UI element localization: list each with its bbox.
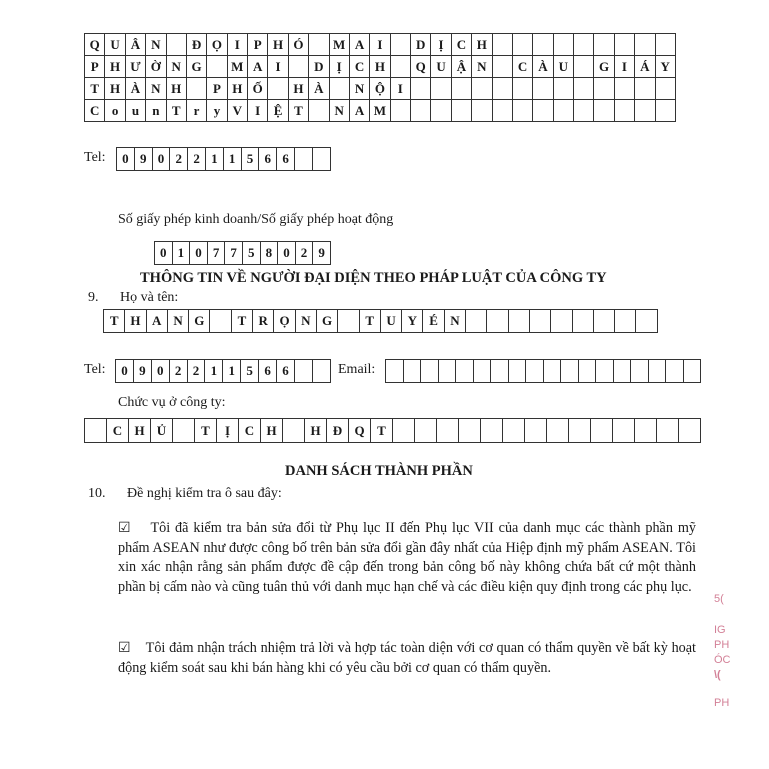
char-cell — [530, 309, 551, 333]
char-cell — [391, 56, 411, 78]
char-cell: 0 — [278, 241, 296, 265]
declaration-2 — [118, 639, 696, 678]
char-cell: M — [370, 100, 390, 122]
char-cell: C — [239, 418, 261, 443]
char-cell: N — [168, 309, 189, 333]
char-cell — [596, 359, 614, 383]
char-cell — [452, 78, 472, 100]
char-cell: I — [391, 78, 411, 100]
char-cell: H — [129, 418, 151, 443]
char-cell — [636, 309, 657, 333]
char-cell: 0 — [117, 147, 135, 171]
stamp-text: PH — [714, 639, 730, 651]
char-cell — [656, 33, 676, 56]
char-cell: H — [125, 309, 146, 333]
declaration-1 — [118, 519, 696, 597]
char-cell — [313, 359, 331, 383]
char-cell — [404, 359, 422, 383]
char-cell: A — [248, 56, 268, 78]
char-cell — [437, 418, 459, 443]
char-cell: 7 — [208, 241, 226, 265]
char-cell — [554, 33, 574, 56]
char-cell: N — [146, 33, 166, 56]
char-cell — [614, 359, 632, 383]
stamp-text: \( — [714, 669, 721, 681]
char-cell: Ọ — [274, 309, 295, 333]
char-cell: Q — [349, 418, 371, 443]
checkbox-checked-icon[interactable]: ☑ — [118, 520, 131, 536]
email-field — [385, 359, 701, 383]
char-cell: R — [253, 309, 274, 333]
char-cell — [173, 418, 195, 443]
char-cell — [635, 33, 655, 56]
company-tel-label: Tel: — [84, 150, 106, 165]
char-cell: T — [232, 309, 253, 333]
char-cell: I — [615, 56, 635, 78]
char-cell: H — [167, 78, 187, 100]
char-cell — [594, 309, 615, 333]
char-cell: A — [350, 100, 370, 122]
char-cell — [649, 359, 667, 383]
char-cell: 1 — [206, 147, 224, 171]
char-cell: Ọ — [207, 33, 227, 56]
license-number-field — [154, 241, 331, 265]
char-cell: 6 — [259, 147, 277, 171]
char-cell — [574, 33, 594, 56]
char-cell: 0 — [155, 241, 173, 265]
char-cell — [544, 359, 562, 383]
char-cell: 2 — [296, 241, 314, 265]
char-cell — [295, 147, 313, 171]
char-cell: Ó — [289, 33, 309, 56]
char-cell: 6 — [277, 147, 295, 171]
char-cell — [551, 309, 572, 333]
position-field — [84, 418, 701, 443]
char-cell: C — [107, 418, 129, 443]
email-label: Email: — [338, 362, 376, 377]
char-cell: U — [381, 309, 402, 333]
char-cell: Ậ — [452, 56, 472, 78]
char-cell: A — [350, 33, 370, 56]
char-cell — [684, 359, 702, 383]
char-cell: Ị — [330, 56, 350, 78]
char-cell — [574, 56, 594, 78]
char-cell — [591, 418, 613, 443]
char-cell: N — [167, 56, 187, 78]
char-cell: I — [370, 33, 390, 56]
char-cell — [574, 100, 594, 122]
char-cell — [594, 33, 614, 56]
char-cell — [554, 78, 574, 100]
char-cell — [309, 100, 329, 122]
char-cell: U — [554, 56, 574, 78]
char-cell: 9 — [313, 241, 331, 265]
char-cell: Ệ — [268, 100, 288, 122]
char-cell: Y — [656, 56, 676, 78]
rep-tel-field — [115, 359, 331, 383]
char-cell: H — [105, 56, 125, 78]
char-cell — [456, 359, 474, 383]
char-cell: 0 — [190, 241, 208, 265]
char-cell: D — [411, 33, 431, 56]
char-cell: P — [85, 56, 105, 78]
char-cell — [268, 78, 288, 100]
char-cell — [574, 78, 594, 100]
char-cell — [615, 100, 635, 122]
char-cell: 0 — [116, 359, 134, 383]
char-cell — [415, 418, 437, 443]
char-cell — [594, 100, 614, 122]
char-cell: À — [126, 78, 146, 100]
char-cell: Ủ — [151, 418, 173, 443]
name-field — [103, 309, 658, 333]
char-cell — [615, 309, 636, 333]
char-cell: Ị — [217, 418, 239, 443]
char-cell: u — [126, 100, 146, 122]
char-cell: Ờ — [146, 56, 166, 78]
char-cell: 1 — [205, 359, 223, 383]
char-cell: P — [207, 78, 227, 100]
char-cell — [466, 309, 487, 333]
char-cell: 1 — [223, 359, 241, 383]
char-cell — [561, 359, 579, 383]
stamp-text: PH — [714, 697, 730, 709]
position-label: Chức vụ ở công ty: — [118, 395, 226, 410]
char-cell: 2 — [170, 147, 188, 171]
char-cell: G — [594, 56, 614, 78]
char-cell — [391, 100, 411, 122]
char-cell — [635, 100, 655, 122]
char-cell: D — [309, 56, 329, 78]
char-cell — [386, 359, 404, 383]
char-cell — [210, 309, 231, 333]
char-cell — [393, 418, 415, 443]
char-cell: 5 — [241, 359, 259, 383]
char-cell — [439, 359, 457, 383]
char-cell: 0 — [152, 359, 170, 383]
char-cell: N — [330, 100, 350, 122]
char-cell — [594, 78, 614, 100]
char-cell — [503, 418, 525, 443]
char-cell: U — [431, 56, 451, 78]
license-label: Số giấy phép kinh doanh/Số giấy phép hoạt động — [118, 212, 394, 227]
char-cell: 2 — [188, 147, 206, 171]
char-cell: Đ — [327, 418, 349, 443]
char-cell: À — [309, 78, 329, 100]
section-number-10: 10. — [88, 486, 106, 501]
char-cell — [666, 359, 684, 383]
char-cell — [474, 359, 492, 383]
char-cell — [491, 359, 509, 383]
char-cell — [472, 100, 492, 122]
char-cell: P — [248, 33, 268, 56]
char-cell — [513, 33, 533, 56]
char-cell — [472, 78, 492, 100]
char-cell — [613, 418, 635, 443]
char-cell: I — [228, 33, 248, 56]
char-cell — [295, 359, 313, 383]
char-cell — [493, 33, 513, 56]
char-cell — [167, 33, 187, 56]
char-cell: 2 — [170, 359, 188, 383]
char-cell: o — [105, 100, 125, 122]
char-cell: H — [370, 56, 390, 78]
section-number-9: 9. — [88, 290, 99, 305]
char-cell: À — [533, 56, 553, 78]
char-cell: n — [146, 100, 166, 122]
char-cell: M — [228, 56, 248, 78]
char-cell: A — [147, 309, 168, 333]
address-row — [84, 56, 676, 78]
char-cell — [579, 359, 597, 383]
char-cell — [513, 78, 533, 100]
char-cell: N — [445, 309, 466, 333]
char-cell: Ố — [248, 78, 268, 100]
char-cell: H — [305, 418, 327, 443]
char-cell — [631, 359, 649, 383]
char-cell — [338, 309, 359, 333]
char-cell: 8 — [261, 241, 279, 265]
stamp-text: 5( — [714, 593, 724, 605]
char-cell — [421, 359, 439, 383]
char-cell: G — [187, 56, 207, 78]
char-cell — [85, 418, 107, 443]
char-cell: C — [85, 100, 105, 122]
char-cell — [635, 418, 657, 443]
char-cell — [431, 100, 451, 122]
char-cell — [289, 56, 309, 78]
char-cell — [481, 418, 503, 443]
char-cell — [487, 309, 508, 333]
char-cell: 1 — [173, 241, 191, 265]
char-cell — [569, 418, 591, 443]
char-cell: Ư — [126, 56, 146, 78]
char-cell — [411, 78, 431, 100]
char-cell: 2 — [188, 359, 206, 383]
char-cell — [493, 78, 513, 100]
char-cell: Â — [126, 33, 146, 56]
char-cell: Ị — [431, 33, 451, 56]
char-cell: 6 — [277, 359, 295, 383]
char-cell: r — [187, 100, 207, 122]
char-cell: 9 — [135, 147, 153, 171]
char-cell — [656, 100, 676, 122]
char-cell: V — [228, 100, 248, 122]
char-cell — [533, 33, 553, 56]
char-cell — [656, 78, 676, 100]
char-cell: Y — [402, 309, 423, 333]
char-cell — [509, 309, 530, 333]
char-cell — [635, 78, 655, 100]
char-cell: T — [104, 309, 125, 333]
char-cell: 6 — [259, 359, 277, 383]
char-cell — [283, 418, 305, 443]
char-cell: N — [146, 78, 166, 100]
char-cell — [513, 100, 533, 122]
char-cell: I — [248, 100, 268, 122]
char-cell: H — [289, 78, 309, 100]
char-cell — [547, 418, 569, 443]
char-cell — [493, 100, 513, 122]
char-cell: M — [330, 33, 350, 56]
char-cell — [615, 33, 635, 56]
char-cell: 5 — [242, 147, 260, 171]
char-cell — [533, 78, 553, 100]
char-cell: Q — [411, 56, 431, 78]
name-label: Họ và tên: — [120, 290, 179, 305]
char-cell — [207, 56, 227, 78]
char-cell — [525, 418, 547, 443]
address-row — [84, 33, 676, 56]
char-cell: H — [261, 418, 283, 443]
char-cell — [452, 100, 472, 122]
char-cell: T — [85, 78, 105, 100]
address-row — [84, 100, 676, 122]
char-cell: G — [317, 309, 338, 333]
char-cell: Ộ — [370, 78, 390, 100]
char-cell — [526, 359, 544, 383]
char-cell — [431, 78, 451, 100]
char-cell — [391, 33, 411, 56]
char-cell: 0 — [153, 147, 171, 171]
representative-heading: THÔNG TIN VỀ NGƯỜI ĐẠI DIỆN THEO PHÁP LUẬT CỦA CÔNG TY — [140, 270, 607, 286]
address-row — [84, 78, 676, 100]
checkbox-checked-icon[interactable]: ☑ — [118, 640, 131, 656]
declaration-text: Tôi đảm nhận trách nhiệm trả lời và hợp tác toàn diện với cơ quan có thẩm quyền về bất kỳ hoạt động kiểm soát sau khi bán hàng khi có yêu cầu bởi cơ quan có thẩm quyền. — [118, 640, 696, 676]
char-cell — [187, 78, 207, 100]
char-cell: G — [189, 309, 210, 333]
char-cell: H — [228, 78, 248, 100]
char-cell: U — [105, 33, 125, 56]
char-cell: Đ — [187, 33, 207, 56]
ingredients-heading: DANH SÁCH THÀNH PHẦN — [285, 463, 473, 479]
char-cell: 1 — [224, 147, 242, 171]
char-cell — [411, 100, 431, 122]
char-cell — [459, 418, 481, 443]
stamp-text: ÓC — [714, 654, 731, 666]
rep-tel-label: Tel: — [84, 362, 106, 377]
char-cell: y — [207, 100, 227, 122]
char-cell — [533, 100, 553, 122]
char-cell — [573, 309, 594, 333]
char-cell — [313, 147, 331, 171]
char-cell — [509, 359, 527, 383]
char-cell: H — [105, 78, 125, 100]
char-cell: T — [195, 418, 217, 443]
char-cell: 9 — [134, 359, 152, 383]
char-cell: Á — [635, 56, 655, 78]
char-cell: T — [360, 309, 381, 333]
char-cell: C — [513, 56, 533, 78]
char-cell — [657, 418, 679, 443]
char-cell: N — [296, 309, 317, 333]
char-cell: 5 — [243, 241, 261, 265]
char-cell: H — [472, 33, 492, 56]
char-cell: T — [371, 418, 393, 443]
char-cell — [554, 100, 574, 122]
char-cell: T — [167, 100, 187, 122]
char-cell: T — [289, 100, 309, 122]
char-cell: H — [268, 33, 288, 56]
char-cell: 7 — [225, 241, 243, 265]
declaration-text: Tôi đã kiểm tra bản sửa đổi từ Phụ lục II đến Phụ lục VII của danh mục các thành phần mỹ phẩm ASEAN như được công bố trên bản sửa đổi gần đây nhất của Hiệp định mỹ phẩm ASEAN. Tôi xin xác nhận rằng sản phẩm được đề cập đến trong bản công bố này không chứa bất cứ một thành phần bị cấm nào và cũng tuân thủ với danh mục hạn chế và các điều kiện quy định trong các phụ lục. — [118, 520, 697, 595]
stamp-text: IG — [714, 624, 726, 636]
char-cell — [493, 56, 513, 78]
char-cell: I — [268, 56, 288, 78]
char-cell — [615, 78, 635, 100]
char-cell: É — [423, 309, 444, 333]
char-cell — [679, 418, 701, 443]
char-cell: N — [472, 56, 492, 78]
char-cell: C — [452, 33, 472, 56]
char-cell — [330, 78, 350, 100]
char-cell — [309, 33, 329, 56]
char-cell: C — [350, 56, 370, 78]
char-cell: N — [350, 78, 370, 100]
ingredients-intro: Đề nghị kiểm tra ô sau đây: — [127, 486, 282, 501]
address-grid — [84, 33, 676, 122]
company-tel-field — [116, 147, 331, 171]
char-cell: Q — [85, 33, 105, 56]
